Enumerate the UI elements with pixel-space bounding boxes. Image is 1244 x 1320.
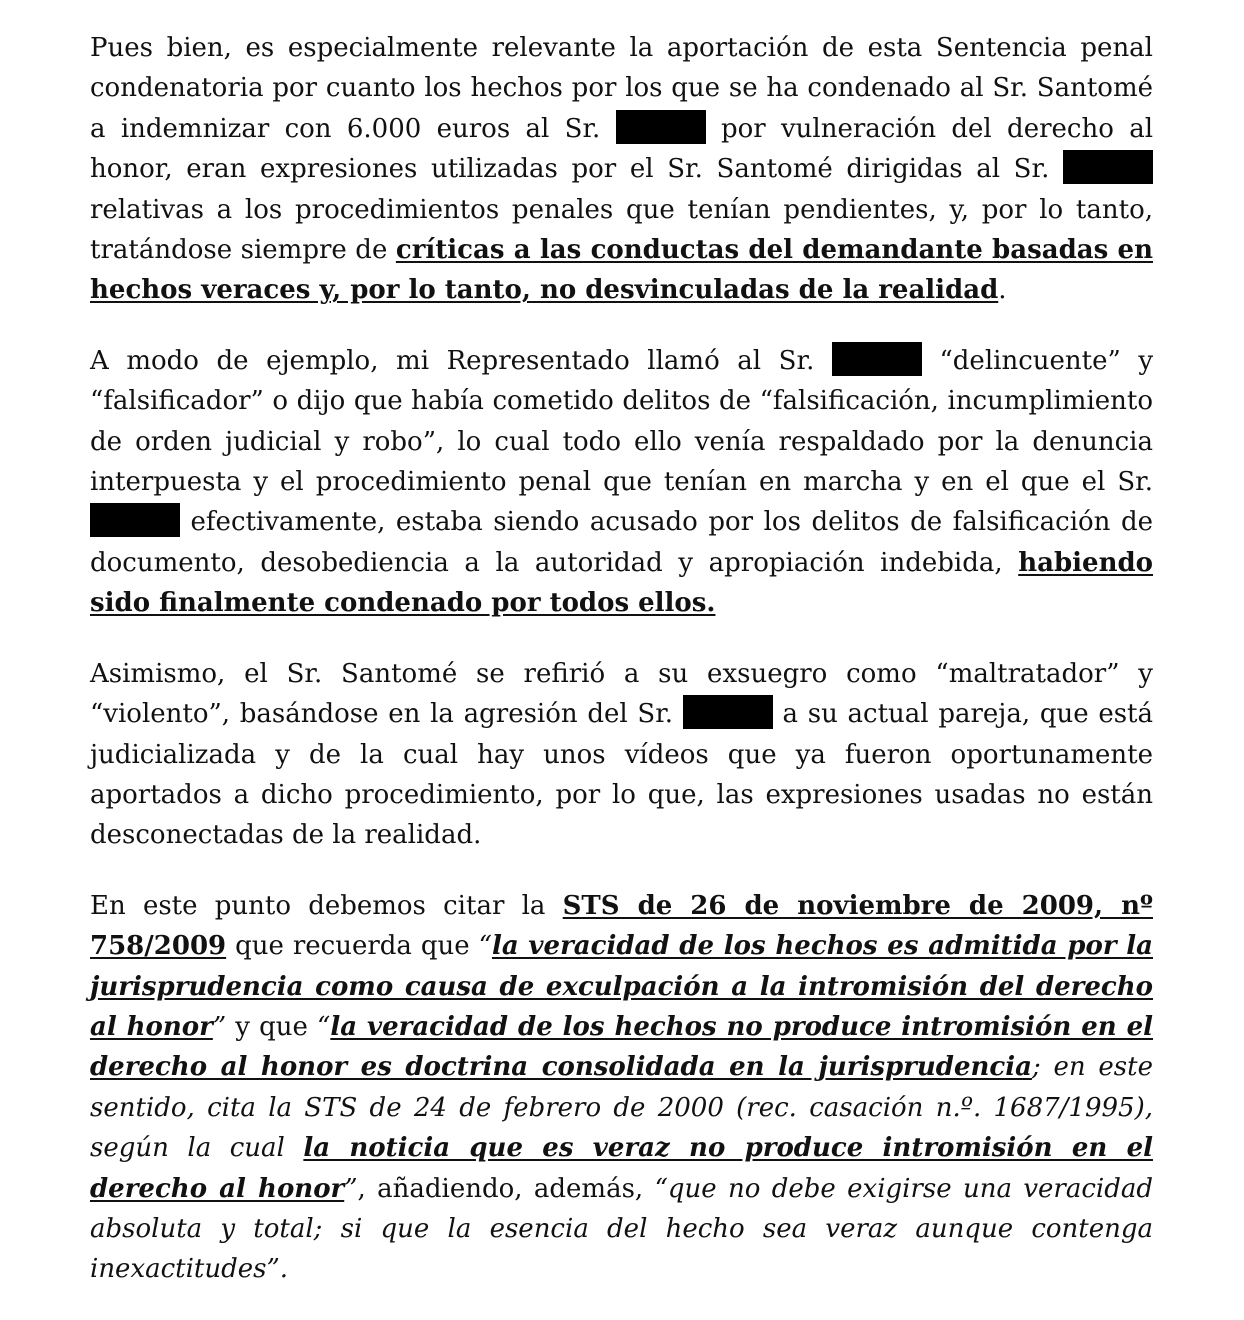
- quote-continuation: ; en este sentido, cita la STS de 24 de febrero de 2000 (rec. casación n.º. 1687/1995), según la cual: [90, 1052, 1153, 1164]
- p2-emphasis: habiendo sido finalmente condenado por todos ellos.: [90, 547, 1153, 619]
- quote-emphasis-3: la noticia que es veraz no produce intromisión en el derecho al honor: [90, 1133, 1153, 1204]
- paragraph-1: [90, 28, 1153, 311]
- paragraph-4: [90, 886, 1153, 1290]
- p4-text-a: En este punto debemos citar la: [90, 890, 546, 921]
- quote-emphasis-1: la veracidad de los hechos es admitida por la jurisprudencia como causa de exculpación a la intromisión del derecho al honor: [90, 931, 1154, 1042]
- open-quote: “: [478, 931, 492, 962]
- p3-text-b: a su actual pareja, que está judicializada y de la cual hay unos vídeos que ya fueron oportunamente aportados a dicho procedimiento, por lo que, las expresiones usadas no están desconectadas de la realidad.: [90, 699, 1153, 851]
- p4-text-m: , añadiendo, además,: [357, 1173, 644, 1204]
- p1-text-c: relativas a los procedimientos penales que tenían pendientes, y, por lo tanto, tratándose siempre de: [90, 194, 1153, 266]
- p2-text-b: “delincuente” y “falsificador” o dijo que había cometido delitos de “falsificación, incumplimiento de orden judicial y robo”, lo cual todo ello venía respaldado por la denuncia interpuesta y el procedimiento penal que tenían en marcha y en el que el Sr.: [90, 345, 1154, 498]
- quote-emphasis-2: la veracidad de los hechos no produce intromisión en el derecho al honor es doctrina consolidada en la jurisprudencia: [90, 1011, 1153, 1083]
- p4-text-g: y que: [235, 1011, 308, 1042]
- paragraph-3: [90, 654, 1153, 856]
- redacted-name: [683, 695, 773, 729]
- p1-text-b: por vulneración del derecho al honor, eran expresiones utilizadas por el Sr. Santomé dirigidas al Sr.: [90, 113, 1154, 185]
- case-citation: STS de 26 de noviembre de 2009, nº 758/2009: [90, 890, 1153, 962]
- final-quote: “que no debe exigirse una veracidad absoluta y total; si que la esencia del hecho sea veraz aunque contenga inexactitudes”.: [90, 1173, 1153, 1285]
- redacted-name: [832, 342, 922, 376]
- p1-period: .: [998, 275, 1007, 306]
- redacted-name: [90, 503, 180, 537]
- redacted-name: [616, 110, 706, 144]
- p2-text-a: A modo de ejemplo, mi Representado llamó al Sr.: [90, 345, 815, 376]
- redacted-name: [1063, 150, 1153, 184]
- p2-text-c: efectivamente, estaba siendo acusado por los delitos de falsificación de documento, desobediencia a la autoridad y apropiación indebida,: [90, 507, 1153, 578]
- paragraph-2: [90, 341, 1153, 624]
- document-page: [90, 28, 1153, 1320]
- p1-emphasis: críticas a las conductas del demandante basadas en hechos veraces y, por lo tanto, no desvinculadas de la realidad: [90, 235, 1153, 306]
- open-quote: “: [317, 1011, 331, 1042]
- p1-text-a: Pues bien, es especialmente relevante la aportación de esta Sentencia penal condenatoria por cuanto los hechos por los que se ha condenado al Sr. Santomé a indemnizar con 6.000 euros al Sr.: [90, 33, 1153, 144]
- close-quote: ”: [212, 1011, 227, 1042]
- p4-text-c: que recuerda que: [235, 931, 470, 962]
- p3-text-a: Asimismo, el Sr. Santomé se refirió a su exsuegro como “maltratador” y “violento”, basándose en la agresión del Sr.: [90, 658, 1153, 730]
- close-quote: ”: [344, 1173, 358, 1204]
